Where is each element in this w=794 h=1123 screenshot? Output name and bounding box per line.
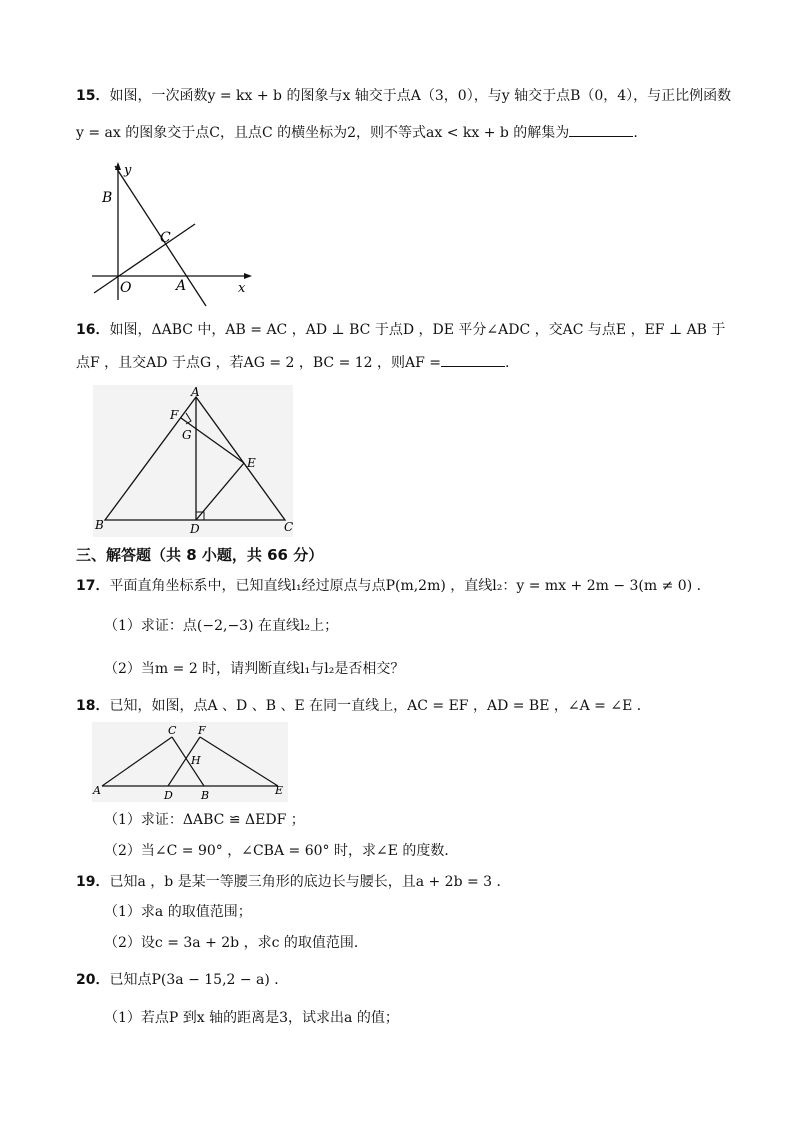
q17-sub1: （1）求证：点(−2,−3) 在直线l₂上； xyxy=(104,618,339,634)
q18-label-A: A xyxy=(93,784,101,797)
q15-line1 xyxy=(76,86,731,106)
q16-answer-blank xyxy=(441,352,505,367)
q18-figure xyxy=(92,722,288,802)
q18-line1 xyxy=(76,696,651,716)
q17-line1 xyxy=(76,576,711,596)
q18-label-D: D xyxy=(164,789,173,802)
q19-number: 19． xyxy=(76,874,110,890)
q18-sub2: （2）当∠C = 90° ，∠CBA = 60° 时，求∠E 的度数． xyxy=(104,843,459,859)
q19-line1 xyxy=(76,872,511,892)
q15-text-2: y = ax 的图象交于点C，且点C 的横坐标为2，则不等式ax < kx + b 的解集为 xyxy=(76,125,570,141)
q20-line1 xyxy=(76,970,288,990)
q16-line2 xyxy=(76,352,509,373)
q16-label-D: D xyxy=(190,522,200,536)
q16-number: 16． xyxy=(76,322,110,338)
q16-figure xyxy=(93,385,293,537)
q16-label-A: A xyxy=(191,385,200,399)
q18-text-1: 已知，如图，点A 、D 、B 、E 在同一直线上，AC = EF ，AD = BE ，∠A = ∠E ． xyxy=(109,698,651,714)
q15-label-x: x xyxy=(238,281,246,296)
q17-text-1: 平面直角坐标系中，已知直线l₁经过原点与点P(m,2m) ，直线l₂：y = mx + 2m − 3(m ≠ 0) ． xyxy=(109,578,711,594)
q18-label-F: F xyxy=(198,724,206,737)
q20-text-1: 已知点P(3a − 15,2 − a) ． xyxy=(109,972,289,988)
q17-number: 17． xyxy=(76,578,110,594)
q15-figure xyxy=(88,160,260,308)
q15-label-B: B xyxy=(102,190,113,206)
q15-number: 15． xyxy=(76,88,110,104)
q18-label-E: E xyxy=(275,784,284,797)
q15-line2 xyxy=(76,122,638,143)
q15-answer-blank xyxy=(569,122,633,137)
q15-label-O: O xyxy=(120,280,132,296)
q15-label-A: A xyxy=(176,278,187,294)
section-3-heading: 三、解答题（共 8 小题，共 66 分） xyxy=(76,546,324,564)
q20-sub1: （1）若点P 到x 轴的距离是3，试求出a 的值； xyxy=(104,1010,399,1026)
q16-label-G: G xyxy=(182,428,192,442)
q18-label-B: B xyxy=(201,789,210,802)
q17-sub2: （2）当m = 2 时，请判断直线l₁与l₂是否相交？ xyxy=(104,661,405,677)
q15-period: . xyxy=(633,125,638,141)
q16-label-C: C xyxy=(284,520,293,534)
q16-label-E: E xyxy=(247,456,256,470)
q16-text-2: 点F ，且交AD 于点G ，若AG = 2 ，BC = 12 ，则AF = xyxy=(76,355,442,371)
q18-label-H: H xyxy=(191,754,201,767)
q16-label-B: B xyxy=(95,518,104,532)
q19-text-1: 已知a ，b 是某一等腰三角形的底边长与腰长，且a + 2b = 3 ． xyxy=(109,874,511,890)
q18-sub1: （1）求证：ΔABC ≌ ΔEDF ； xyxy=(104,812,305,828)
q16-text-1: 如图，ΔABC 中，AB = AC ，AD ⊥ BC 于点D ，DE 平分∠ADC ，交AC 与点E ，EF ⊥ AB 于 xyxy=(109,322,726,338)
q16-period: . xyxy=(505,355,510,371)
q16-line1 xyxy=(76,320,725,340)
q18-label-C: C xyxy=(168,724,177,737)
q19-sub2: （2）设c = 3a + 2b ，求c 的取值范围． xyxy=(104,935,368,951)
q15-label-C: C xyxy=(160,230,171,246)
q19-sub1: （1）求a 的取值范围； xyxy=(104,904,252,920)
q15-text-1: 如图，一次函数y = kx + b 的图象与x 轴交于点A（3，0），与y 轴交于点B（0，4），与正比例函数 xyxy=(109,88,732,104)
q20-number: 20． xyxy=(76,972,110,988)
q18-number: 18． xyxy=(76,698,110,714)
q16-label-F: F xyxy=(170,408,179,422)
q15-label-y: y xyxy=(124,163,132,178)
